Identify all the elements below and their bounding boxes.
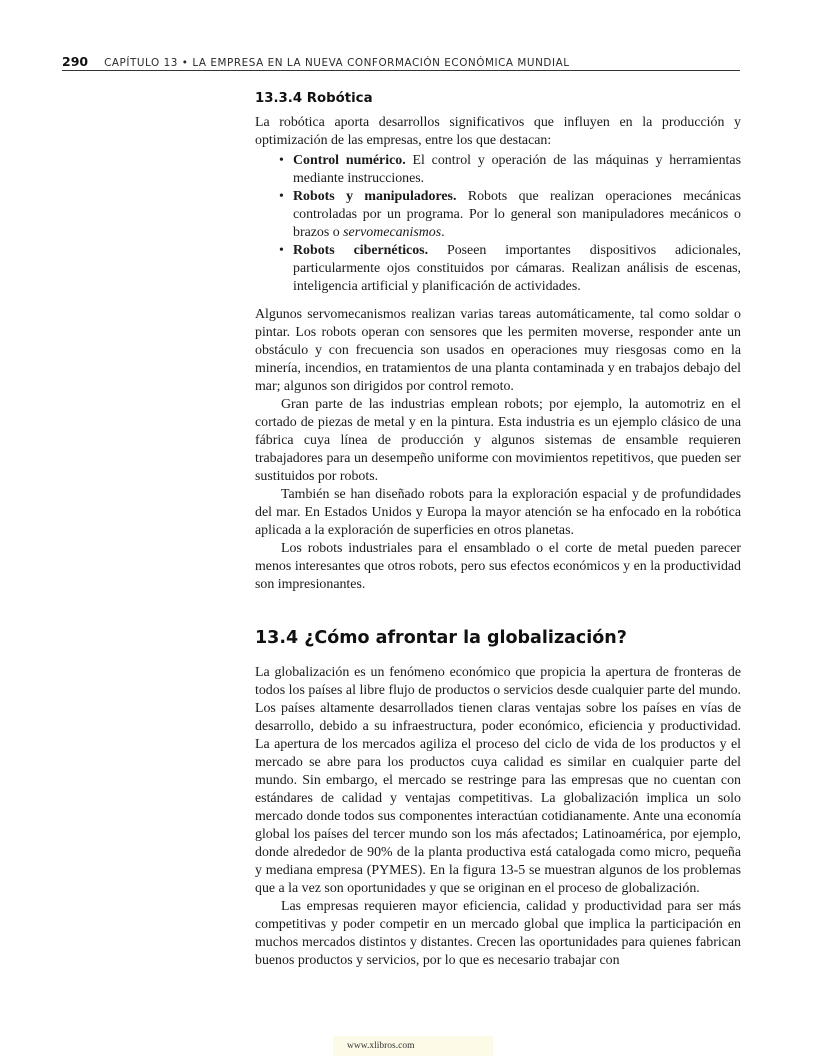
bullet-term: Control numérico. [293, 153, 406, 168]
page-number: 290 [62, 54, 89, 69]
chapter-label: CAPÍTULO 13 [104, 57, 178, 69]
bullet-dot: • [279, 153, 284, 168]
robotics-intro: La robótica aporta desarrollos significativos que influyen en la producción y optimización de las empresas, entre los que destacan: [255, 115, 741, 148]
bullet-italic-term: servomecanismos [343, 225, 442, 240]
header-rule [62, 70, 740, 71]
body-paragraph: Las empresas requieren mayor eficiencia, calidad y productividad para ser más competitivas y poder competir en un mercado global que implica la participación en muchos mercados distintos y distantes. Crecen las oportunidades para quienes fabrican buenos productos y servicios, por lo que es necesario trabajar con [255, 899, 741, 968]
chapter-title: LA EMPRESA EN LA NUEVA CONFORMACIÓN ECONÓMICA MUNDIAL [192, 57, 570, 69]
body-paragraph: También se han diseñado robots para la exploración espacial y de profundidades del mar. En Estados Unidos y Europa la mayor atención se ha enfocado en la robótica aplicada a la exploración de superficies en otros planetas. [255, 487, 741, 538]
header-separator: • [181, 57, 189, 69]
bullet-dot: • [279, 243, 284, 258]
footer-url: www.xlibros.com [333, 1036, 493, 1056]
body-paragraph: La globalización es un fenómeno económico que propicia la apertura de fronteras de todos los países al libre flujo de productos o servicios desde cualquier parte del mundo. Los países altamente desarrollados tienen claras ventajas sobre los países en vías de desarrollo, debido a su infraestructura, poder económico, eficiencia y productividad. La apertura de los mercados agiliza el proceso del ciclo de vida de los productos y el mercado se abre para los productos cuya calidad es similar en cualquier parte del mundo. Sin embargo, el mercado se restringe para las empresas que no cuentan con estándares de calidad y ventajas competitivas. La globalización implica un solo mercado donde todos sus componentes interactúan cotidianamente. Ante una economía global los países del tercer mundo son los más afectados; Latinoamérica, por ejemplo, donde alrededor de 90% de la planta productiva está catalogada como micro, pequeña y mediana empresa (PYMES). En la figura 13-5 se muestran algunos de los problemas que a la vez son oportunidades y que se originan en el proceso de globalización. [255, 665, 741, 896]
bullet-item [279, 188, 741, 242]
main-text-column [255, 90, 741, 970]
bullet-text: Robots que realizan operaciones mecánicas controladas por un programa. Por lo general son manipuladores mecánicos o brazos o [293, 189, 741, 240]
bullet-term: Robots cibernéticos. [293, 243, 429, 258]
bullet-text: Poseen importantes dispositivos adicionales, particularmente ojos constituidos por cámaras. Realizan análisis de escenas, inteligencia artificial y planificación de actividades. [293, 243, 741, 294]
bullet-item [279, 242, 741, 296]
section-heading: 13.4 ¿Cómo afrontar la globalización? [255, 628, 627, 648]
bullet-text: El control y operación de las máquinas y herramientas mediante instrucciones. [293, 153, 741, 186]
running-header [62, 54, 740, 69]
bullet-term: Robots y manipuladores. [293, 189, 457, 204]
bullet-dot: • [279, 189, 284, 204]
bullet-item [279, 152, 741, 188]
robotics-bullet-list [255, 152, 741, 296]
body-paragraph: Los robots industriales para el ensamblado o el corte de metal pueden parecer menos interesantes que otros robots, pero sus efectos económicos y en la productividad son impresionantes. [255, 541, 741, 592]
body-paragraph: Algunos servomecanismos realizan varias tareas automáticamente, tal como soldar o pintar. Los robots operan con sensores que les permiten moverse, responder ante un obstáculo y con frecuencia son usados en operaciones muy riesgosas como en la minería, incendios, en tratamientos de una planta contaminada y en trabajos debajo del mar; algunos son dirigidos por control remoto. [255, 307, 741, 394]
body-paragraph: Gran parte de las industrias emplean robots; por ejemplo, la automotriz en el cortado de piezas de metal y en la pintura. Esta industria es un ejemplo clásico de una fábrica cuya línea de producción y algunos sistemas de ensamble requieren trabajadores para un desempeño uniforme con movimientos repetitivos, que pueden ser sustituidos por robots. [255, 397, 741, 484]
bullet-end: . [441, 225, 445, 240]
subsection-heading: 13.3.4 Robótica [255, 91, 373, 106]
